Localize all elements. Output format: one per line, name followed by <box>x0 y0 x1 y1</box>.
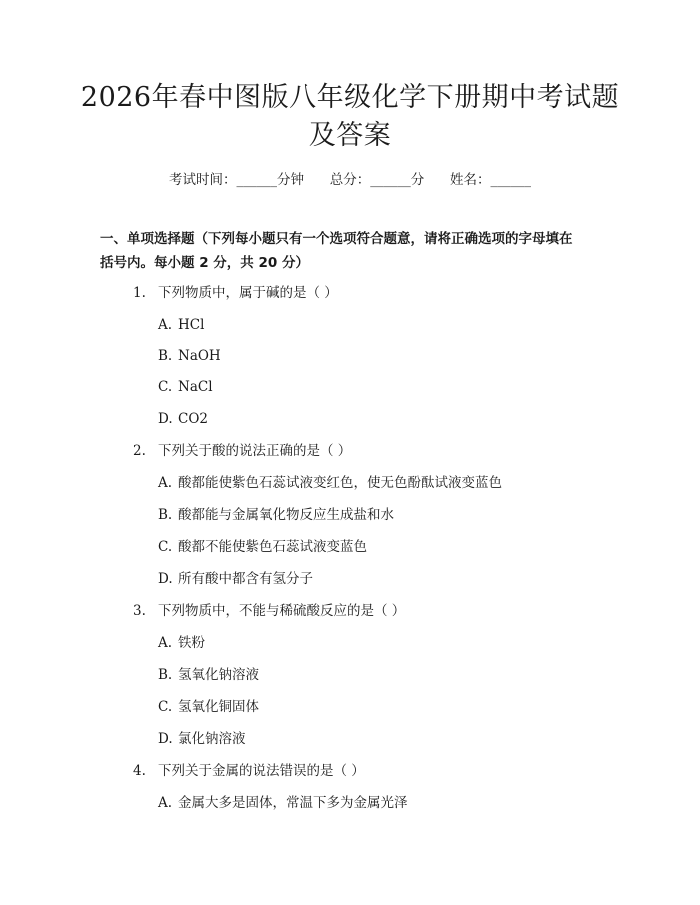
question-number: 1. <box>133 285 146 301</box>
option-label: A. <box>158 795 173 811</box>
option-label: D. <box>158 571 173 587</box>
question-number: 3. <box>133 603 146 619</box>
option-text: 氢氧化铜固体 <box>178 699 259 715</box>
question-text: 下列物质中，属于碱的是（ ） <box>158 285 338 301</box>
option-text: NaCl <box>178 379 213 395</box>
option-text: 铁粉 <box>178 635 205 651</box>
option-label: C. <box>158 539 173 555</box>
option-label: B. <box>158 348 173 364</box>
option-label: B. <box>158 507 173 523</box>
question-number: 2. <box>133 443 146 459</box>
document-title-line-1: 2026年春中图版八年级化学下册期中考试题 <box>80 82 620 113</box>
option-text: HCl <box>178 317 205 333</box>
question-number: 4. <box>133 763 146 779</box>
exam-info-line: 考试时间：______分钟 总分：______分 姓名：______ <box>169 172 531 188</box>
option-text: 酸都能使紫色石蕊试液变红色，使无色酚酞试液变蓝色 <box>178 475 502 491</box>
section-heading-line-2: 括号内。每小题 2 分，共 20 分） <box>100 255 309 271</box>
section-heading-line-1: 一、单项选择题（下列每小题只有一个选项符合题意，请将正确选项的字母填在 <box>100 231 573 247</box>
option-text: 氢氧化钠溶液 <box>178 667 259 683</box>
option-label: A. <box>158 317 173 333</box>
document-title-line-2: 及答案 <box>308 120 392 151</box>
option-label: C. <box>158 699 173 715</box>
option-label: C. <box>158 379 173 395</box>
option-label: D. <box>158 731 173 747</box>
option-label: B. <box>158 667 173 683</box>
option-text: 酸都不能使紫色石蕊试液变蓝色 <box>178 539 367 555</box>
option-text: CO2 <box>178 411 208 427</box>
option-label: A. <box>158 635 173 651</box>
option-text: 所有酸中都含有氢分子 <box>178 571 313 587</box>
question-text: 下列关于金属的说法错误的是（ ） <box>158 763 365 779</box>
option-text: 金属大多是固体，常温下多为金属光泽 <box>178 795 408 811</box>
option-text: 氯化钠溶液 <box>178 731 246 747</box>
question-text: 下列物质中，不能与稀硫酸反应的是（ ） <box>158 603 406 619</box>
option-label: D. <box>158 411 173 427</box>
option-text: 酸都能与金属氧化物反应生成盐和水 <box>178 507 394 523</box>
option-text: NaOH <box>178 348 221 364</box>
question-text: 下列关于酸的说法正确的是（ ） <box>158 443 352 459</box>
option-label: A. <box>158 475 173 491</box>
